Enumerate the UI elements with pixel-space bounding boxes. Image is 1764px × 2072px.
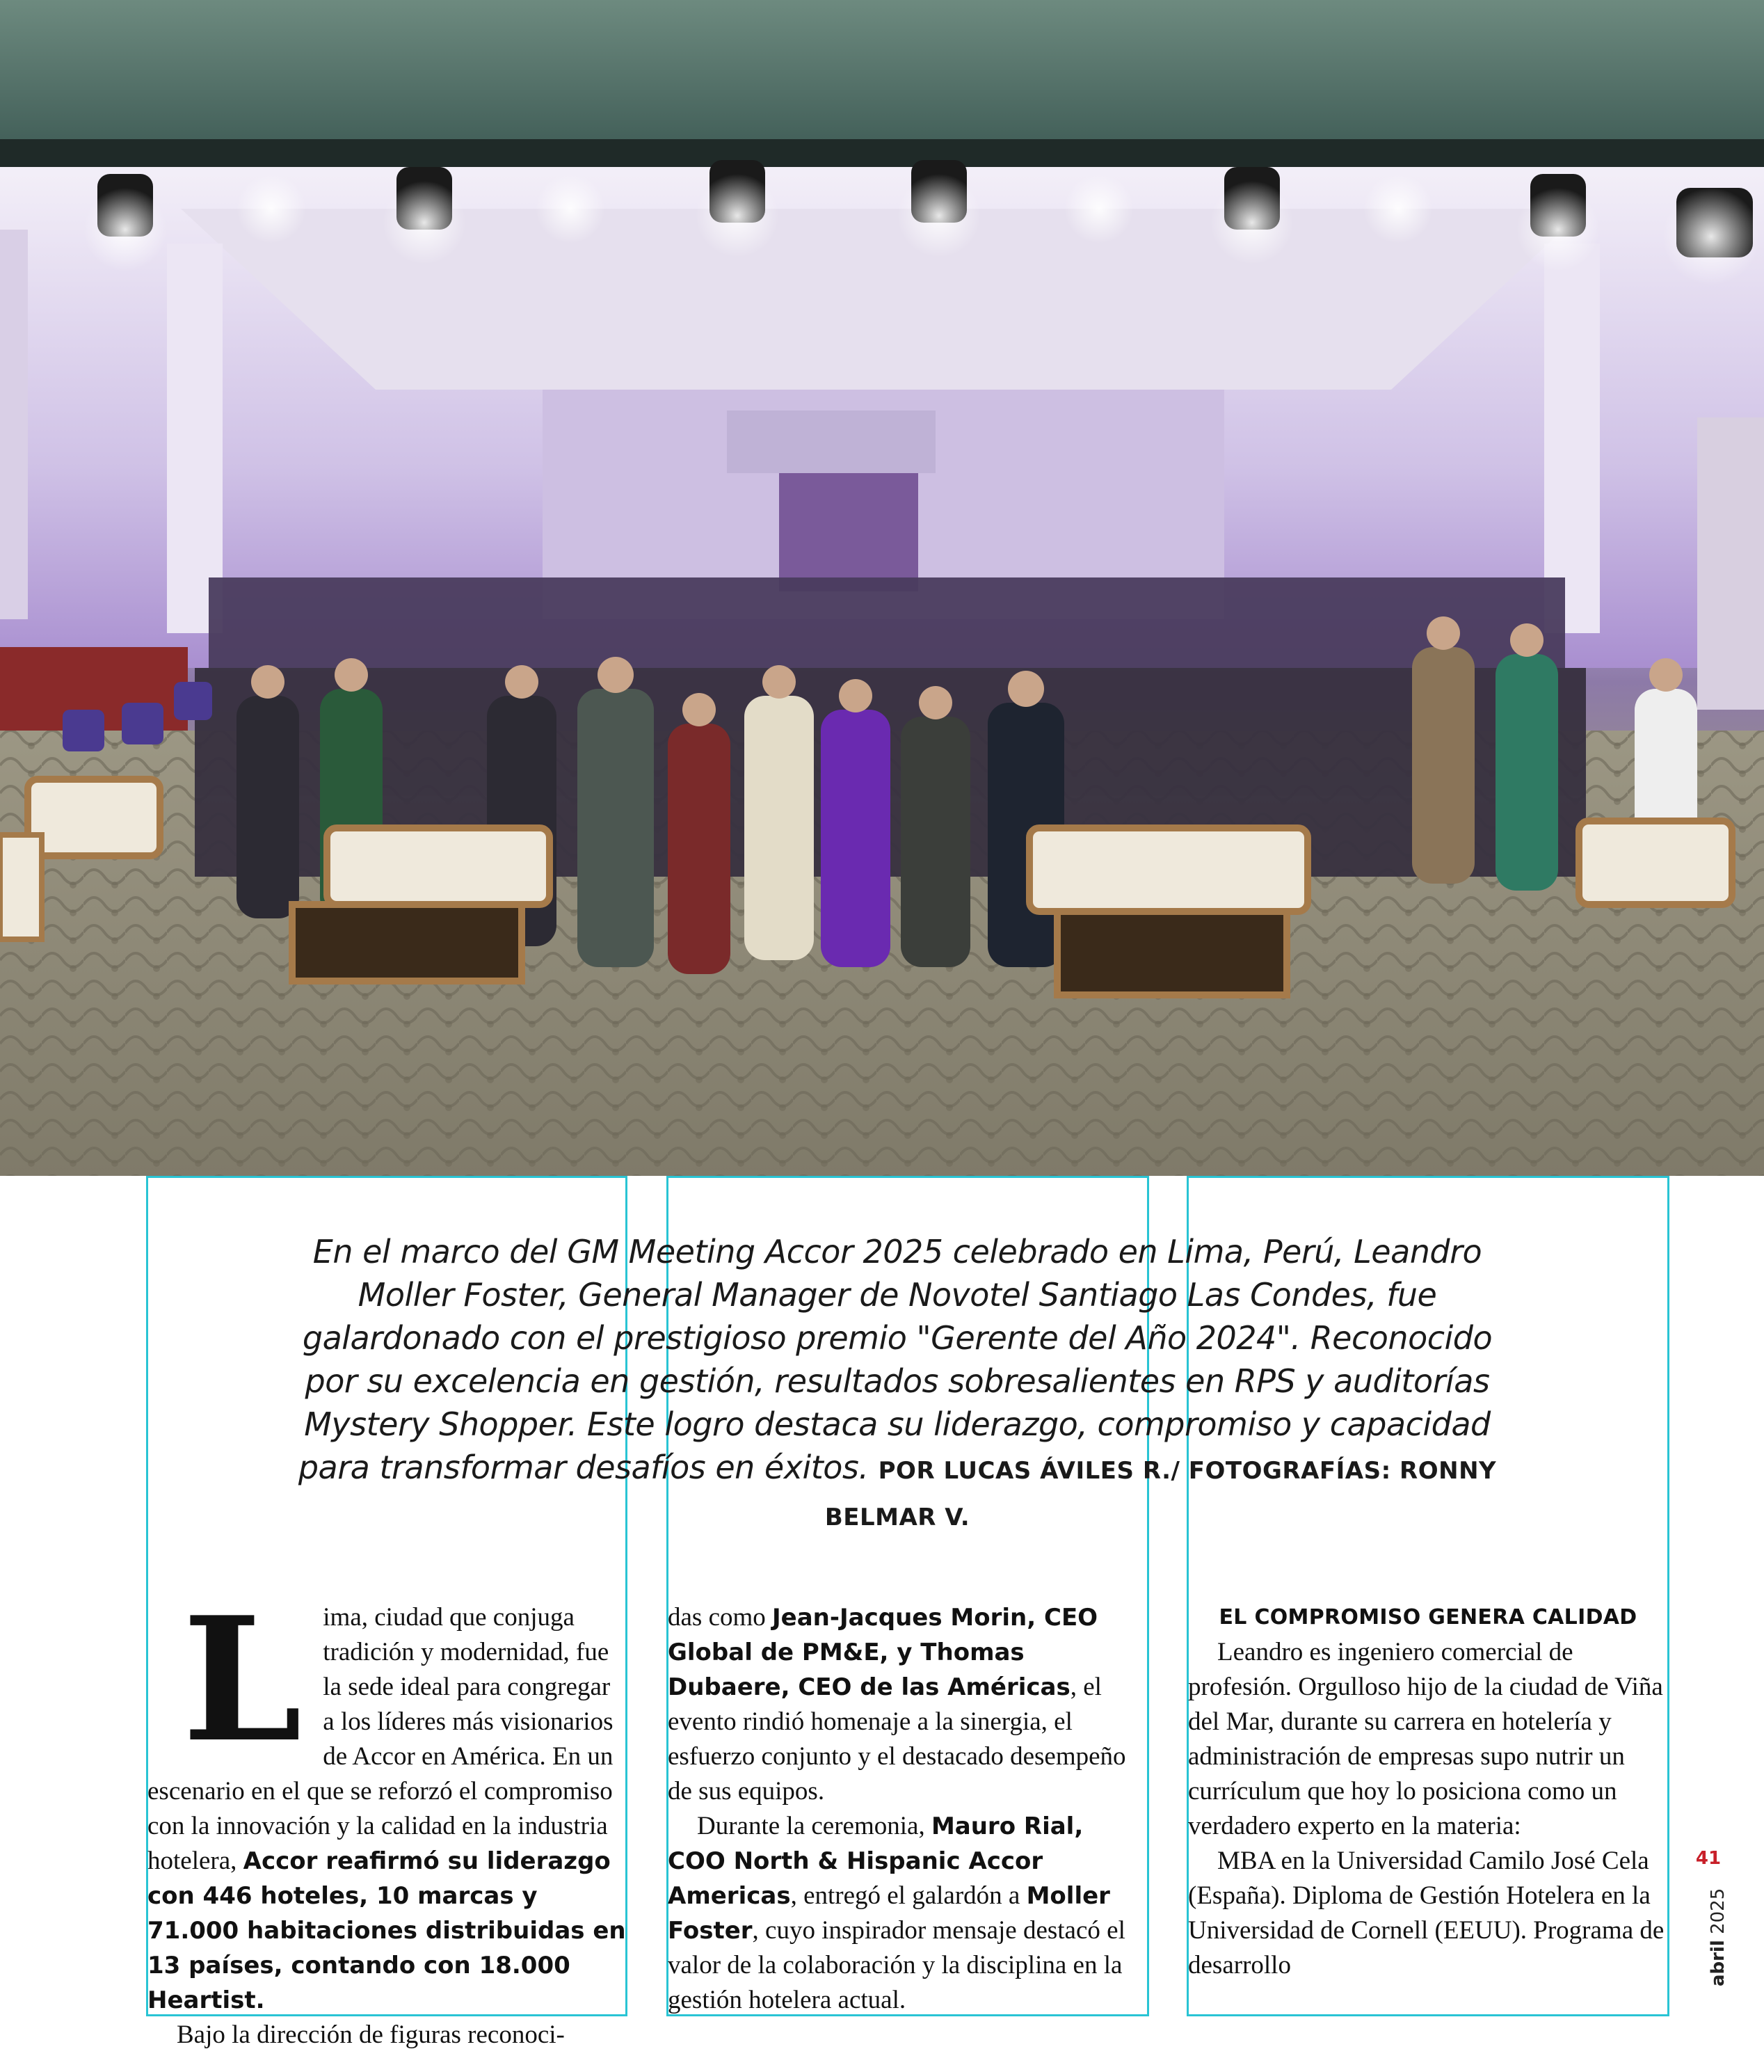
col2-p2-text-c: , cuyo inspirador mensaje destacó el valor de la colaboración y la disciplina en la gestión hotelera actual.: [668, 1916, 1125, 2014]
col2-p1-bold: Jean-Jacques Morin, CEO Global de PM&E, y Thomas Dubaere, CEO de las Américas: [668, 1604, 1098, 1701]
col2-p1-text-b: , el evento rindió homenaje a la sinergia, el esfuerzo conjunto y el destacado desempeño de sus equipos.: [668, 1673, 1126, 1806]
issue-date: [1708, 1888, 1729, 1986]
byline: POR LUCAS ÁVILES R./ FOTOGRAFÍAS: RONNY BELMAR V.: [824, 1457, 1497, 1531]
body-column-1: [147, 1579, 627, 2053]
col3-paragraph-2: MBA en la Universidad Camilo José Cela (España). Diploma de Gestión Hotelera en la Universidad de Cornell (EEUU). Programa de desarrollo: [1188, 1847, 1665, 1979]
col2-p1-text-a: das como: [668, 1603, 773, 1632]
issue-month: abril: [1708, 1940, 1729, 1986]
col1-paragraph-1-bold: Accor reafirmó su liderazgo con 446 hoteles, 10 marcas y 71.000 habitaciones distribuidas en 13 países, contando con 18.000 Heartist.: [147, 1847, 626, 2014]
body-column-2: [668, 1600, 1148, 2018]
drop-cap: L: [182, 1579, 303, 1780]
page-number: 41: [1695, 1848, 1722, 1869]
lede-text: En el marco del GM Meeting Accor 2025 celebrado en Lima, Perú, Leandro Moller Foster, General Manager de Novotel Santiago Las Condes, fue galardonado con el prestigioso premio "Gerente del Año 2024". Reconocido por su excelencia en gestión, resultados sobresalientes en RPS y auditorías Mystery Shopper. Este logro destaca su liderazgo, compromiso y capacidad para transformar desafíos en éxitos.: [298, 1233, 1493, 1486]
col2-p2-text-a: Durante la ceremonia,: [697, 1812, 931, 1840]
col2-paragraph-2: [668, 1809, 1148, 2018]
lede-paragraph: [292, 1230, 1502, 1539]
col2-p2-bold: Mauro Rial, COO North & Hispanic Accor Americas: [668, 1812, 1084, 1910]
col1-paragraph-2: Bajo la dirección de figuras reconoci-: [177, 2021, 565, 2049]
col3-paragraph-1: Leandro es ingeniero comercial de profesión. Orgulloso hijo de la ciudad de Viña del Mar, durante su carrera en hotelería y administración de empresas supo nutrir un currículum que hoy lo posiciona como un verdadero experto en la materia:: [1188, 1638, 1663, 1840]
col2-p2-text-b: , entregó el galardón a: [790, 1881, 1027, 1910]
col2-paragraph-1: [668, 1600, 1148, 1809]
col2-p2-bold-2: Moller Foster: [668, 1882, 1110, 1945]
issue-year: 2025: [1708, 1888, 1729, 1934]
section-subhead: EL COMPROMISO GENERA CALIDAD: [1219, 1605, 1637, 1629]
col1-paragraph-1: ima, ciudad que conjuga tradición y modernidad, fue la sede ideal para congregar a los líderes más visionarios de Accor en América. En un escenario en el que se reforzó el compromiso con la innovación y la calidad en la industria hotelera,: [147, 1603, 614, 1875]
body-column-3: [1188, 1600, 1668, 1983]
